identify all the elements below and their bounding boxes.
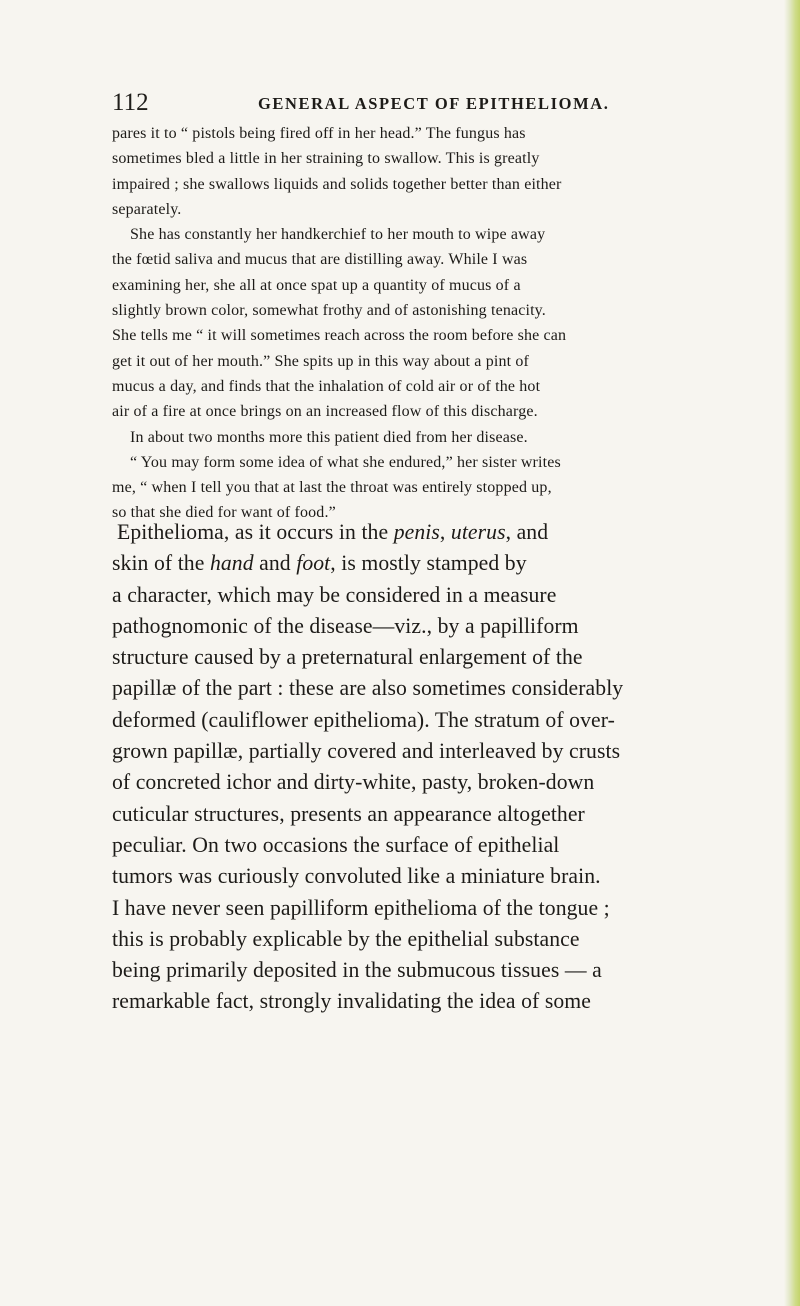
text-line: tumors was curiously convoluted like a miniature brain. [112,864,601,889]
text-line: slightly brown color, somewhat frothy and of astonishing tenacity. [112,302,546,320]
text-line: peculiar. On two occasions the surface of epithelial [112,832,560,857]
text-line: pares it to “ pistols being fired off in her head.” The fungus has [112,125,526,142]
case-report-text [112,121,792,526]
italic-term-uterus: uterus [450,520,506,544]
text-run: skin of the [112,551,210,576]
main-body-text [112,517,792,1018]
text-line: so that she died for want of food.” [112,504,336,522]
text-line: me, “ when I tell you that at last the throat was entirely stopped up, [112,479,552,497]
text-line: She has constantly her handkerchief to her mouth to wipe away [130,226,546,244]
text-line: air of a fire at once brings on an increased flow of this discharge. [112,403,538,421]
text-line: cuticular structures, presents an appearance altogether [112,801,585,826]
text-line: examining her, she all at once spat up a quantity of mucus of a [112,276,521,294]
text-line: deformed (cauliflower epithelioma). The stratum of over- [112,707,615,732]
text-run: Epithelioma, as it occurs in the [117,520,394,544]
text-line: mucus a day, and finds that the inhalation of cold air or of the hot [112,377,541,395]
text-line: the fœtid saliva and mucus that are distilling away. While I was [112,251,528,269]
text-line: a character, which may be considered in a measure [112,582,557,607]
running-head: GENERAL ASPECT OF EPITHELIOMA. [258,94,610,113]
page-number: 112 [112,89,149,116]
text-run: and [253,551,297,576]
italic-term-foot: foot [296,551,331,576]
text-line: “ You may form some idea of what she endured,” her sister writes [130,453,561,471]
text-line: grown papillæ, partially covered and interleaved by crusts [112,739,621,764]
text-line: being primarily deposited in the submucous tissues — a [112,958,602,983]
text-line: get it out of her mouth.” She spits up in this way about a pint of [112,352,529,370]
text-line: pathognomonic of the disease—viz., by a papilliform [112,613,579,638]
text-line: structure caused by a preternatural enlargement of the [112,645,583,670]
text-line: remarkable fact, strongly invalidating the idea of some [112,989,591,1014]
text-line: this is probably explicable by the epithelial substance [112,926,580,951]
text-line [112,517,792,548]
text-line [112,548,792,579]
text-line: papillæ of the part : these are also sometimes considerably [112,676,624,701]
page-header [112,88,672,118]
text-run: , and [505,520,549,544]
italic-term-hand: hand [209,551,254,576]
text-line: separately. [112,200,182,218]
text-run: , [439,520,451,544]
text-line: In about two months more this patient died from her disease. [130,428,528,446]
text-line: impaired ; she swallows liquids and solids together better than either [112,175,562,193]
text-line: of concreted ichor and dirty-white, pasty, broken-down [112,770,595,795]
text-line: I have never seen papilliform epithelioma of the tongue ; [112,895,610,920]
text-run: , is mostly stamped by [330,551,527,576]
text-line: She tells me “ it will sometimes reach across the room before she can [112,327,567,345]
text-line: sometimes bled a little in her straining to swallow. This is greatly [112,150,540,168]
italic-term-penis: penis [393,520,440,544]
